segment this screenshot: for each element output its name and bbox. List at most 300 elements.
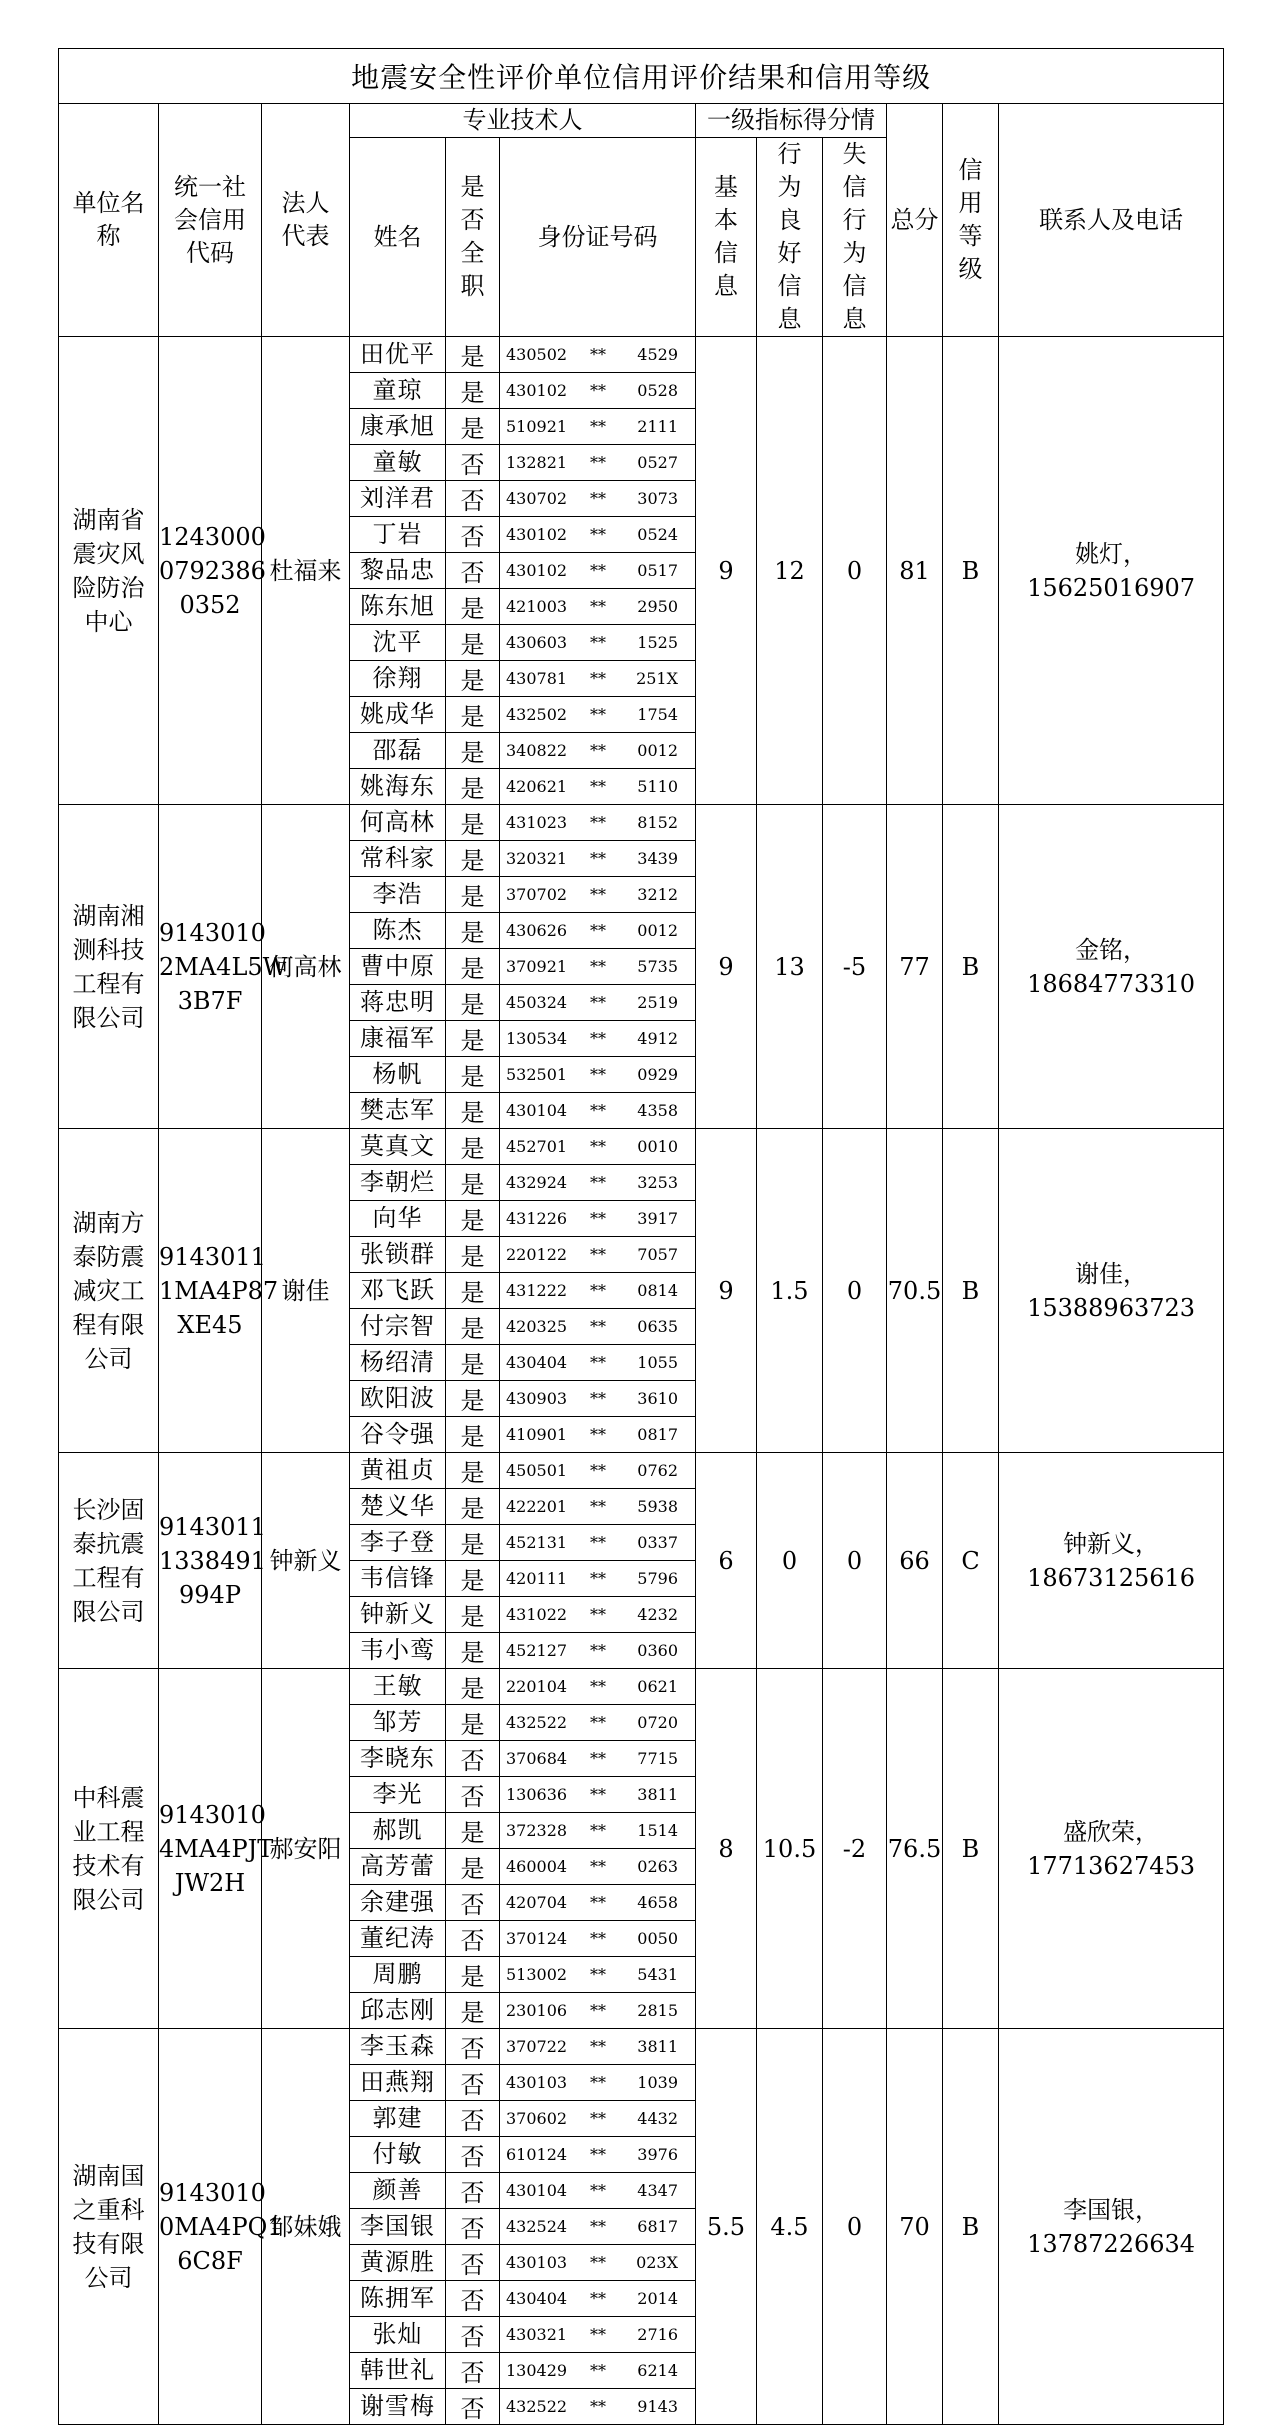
staff-full-time: 否 [446,553,500,589]
id-mask: ** [590,1029,606,1048]
id-mask: ** [590,1857,606,1876]
id-mask: ** [590,2001,606,2020]
staff-id-number [500,1489,696,1525]
contact-cell [999,1453,1224,1669]
id-prefix: 430404 [506,1353,568,1372]
id-prefix: 450324 [506,993,568,1012]
staff-id-number [500,1597,696,1633]
staff-full-time: 是 [446,1849,500,1885]
id-prefix: 130429 [506,2361,568,2380]
id-suffix: 8152 [637,813,678,832]
id-suffix: 4432 [637,2109,678,2128]
staff-name: 黄源胜 [350,2245,446,2281]
staff-name: 楚义华 [350,1489,446,1525]
contact-cell [999,1129,1224,1453]
score-bad-behavior: 0 [823,337,887,805]
credit-code-line: 6C8F [177,2246,243,2275]
staff-full-time: 否 [446,2029,500,2065]
unit-name-cell [59,805,159,1129]
staff-full-time: 否 [446,2137,500,2173]
staff-full-time: 是 [446,1633,500,1669]
staff-full-time: 是 [446,841,500,877]
staff-name: 高芳蕾 [350,1849,446,1885]
staff-name: 郝凯 [350,1813,446,1849]
staff-full-time: 是 [446,877,500,913]
staff-name: 刘洋君 [350,481,446,517]
staff-name: 邓飞跃 [350,1273,446,1309]
staff-full-time: 是 [446,805,500,841]
staff-full-time: 是 [446,1165,500,1201]
credit-code-line: 0MA4PQ1 [159,2212,283,2241]
id-mask: ** [590,633,606,652]
staff-id-number [500,877,696,913]
credit-code-line: 0352 [179,590,241,619]
staff-full-time: 否 [446,2065,500,2101]
id-prefix: 452131 [506,1533,568,1552]
staff-full-time: 是 [446,1237,500,1273]
id-mask: ** [590,669,606,688]
table-body [59,337,1224,2425]
staff-full-time: 是 [446,1561,500,1597]
staff-id-number [500,1849,696,1885]
header-id-number: 身份证号码 [500,138,696,337]
id-prefix: 130534 [506,1029,568,1048]
staff-full-time: 是 [446,373,500,409]
id-prefix: 610124 [506,2145,568,2164]
id-prefix: 320321 [506,849,568,868]
staff-name: 张锁群 [350,1237,446,1273]
id-mask: ** [590,741,606,760]
id-suffix: 0720 [637,1713,678,1732]
contact-cell [999,805,1224,1129]
id-prefix: 430502 [506,345,568,364]
contact-cell [999,337,1224,805]
staff-id-number [500,949,696,985]
id-suffix: 6214 [637,2361,678,2380]
staff-name: 徐翔 [350,661,446,697]
id-mask: ** [590,1929,606,1948]
id-suffix: 5796 [637,1569,678,1588]
id-mask: ** [590,2109,606,2128]
staff-name: 钟新义 [350,1597,446,1633]
id-suffix: 4232 [637,1605,678,1624]
contact-cell [999,2029,1224,2425]
staff-id-number [500,1057,696,1093]
id-prefix: 132821 [506,453,568,472]
staff-name: 杨帆 [350,1057,446,1093]
id-mask: ** [590,957,606,976]
id-suffix: 2111 [637,417,678,436]
contact-cell [999,1669,1224,2029]
id-suffix: 2519 [637,993,678,1012]
contact-name: 金铭， [1075,935,1148,964]
contact-phone: 18673125616 [1027,1563,1196,1592]
credit-code-line: 9143010 [159,2178,266,2207]
staff-name: 康承旭 [350,409,446,445]
staff-name: 陈杰 [350,913,446,949]
staff-name: 蒋忠明 [350,985,446,1021]
id-suffix: 0050 [637,1929,678,1948]
contact-name: 盛欣荣， [1063,1817,1160,1846]
staff-name: 丁岩 [350,517,446,553]
table-row [59,1453,1224,1489]
staff-full-time: 是 [446,1705,500,1741]
staff-name: 李浩 [350,877,446,913]
id-suffix: 0012 [637,741,678,760]
table-title: 地震安全性评价单位信用评价结果和信用等级 [59,49,1224,104]
id-prefix: 410901 [506,1425,568,1444]
contact-phone: 18684773310 [1027,969,1196,998]
id-suffix: 5735 [637,957,678,976]
unit-name-cell [59,2029,159,2425]
id-mask: ** [590,1425,606,1444]
staff-full-time: 是 [446,661,500,697]
id-mask: ** [590,1533,606,1552]
staff-name: 童琼 [350,373,446,409]
id-prefix: 430102 [506,525,568,544]
staff-full-time: 是 [446,697,500,733]
id-mask: ** [590,345,606,364]
id-suffix: 4347 [637,2181,678,2200]
staff-id-number [500,1165,696,1201]
staff-id-number [500,1237,696,1273]
id-prefix: 420621 [506,777,568,796]
credit-level: B [943,1669,999,2029]
staff-full-time: 否 [446,1741,500,1777]
staff-name: 谷令强 [350,1417,446,1453]
staff-name: 常科家 [350,841,446,877]
score-basic: 9 [696,337,757,805]
staff-id-number [500,1561,696,1597]
staff-id-number [500,517,696,553]
legal-rep: 何高林 [262,805,350,1129]
id-mask: ** [590,525,606,544]
header-level1-scores: 一级指标得分情 [696,104,887,138]
id-prefix: 220104 [506,1677,568,1696]
id-mask: ** [590,417,606,436]
staff-id-number [500,1633,696,1669]
id-suffix: 2014 [637,2289,678,2308]
id-suffix: 0517 [637,561,678,580]
staff-full-time: 否 [446,1777,500,1813]
score-basic: 8 [696,1669,757,2029]
id-suffix: 0012 [637,921,678,940]
id-prefix: 370722 [506,2037,568,2056]
id-suffix: 2815 [637,2001,678,2020]
id-prefix: 430781 [506,669,568,688]
staff-id-number [500,625,696,661]
id-mask: ** [590,885,606,904]
id-suffix: 023X [636,2253,678,2272]
contact-phone: 15388963723 [1027,1293,1196,1322]
staff-name: 李国银 [350,2209,446,2245]
score-basic: 9 [696,805,757,1129]
staff-full-time: 否 [446,2317,500,2353]
staff-name: 谢雪梅 [350,2389,446,2425]
id-prefix: 420325 [506,1317,568,1336]
id-mask: ** [590,2361,606,2380]
staff-id-number [500,1741,696,1777]
credit-code-cell [159,1129,279,1453]
id-suffix: 3811 [637,1785,678,1804]
credit-code-line: 4MA4PJT [159,1834,274,1863]
id-suffix: 3976 [637,2145,678,2164]
id-suffix: 3917 [637,1209,678,1228]
id-mask: ** [590,1209,606,1228]
staff-name: 张灿 [350,2317,446,2353]
contact-name: 姚灯， [1075,539,1148,568]
id-suffix: 2716 [637,2325,678,2344]
unit-name-cell [59,1129,159,1453]
credit-level: B [943,337,999,805]
id-suffix: 3439 [637,849,678,868]
staff-id-number [500,481,696,517]
contact-name: 谢佳， [1075,1259,1148,1288]
score-good-behavior: 0 [757,1453,823,1669]
credit-code-cell [159,2029,283,2425]
credit-level: B [943,2029,999,2425]
score-good-behavior: 12 [757,337,823,805]
staff-name: 郭建 [350,2101,446,2137]
credit-level: B [943,1129,999,1453]
staff-id-number [500,2353,696,2389]
score-total: 81 [887,337,943,805]
staff-name: 杨绍清 [350,1345,446,1381]
credit-evaluation-table [58,48,1224,2425]
id-suffix: 4358 [637,1101,678,1120]
staff-name: 陈东旭 [350,589,446,625]
legal-rep: 钟新义 [262,1453,350,1669]
staff-id-number [500,1273,696,1309]
id-prefix: 430103 [506,2073,568,2092]
staff-name: 童敏 [350,445,446,481]
staff-full-time: 是 [446,913,500,949]
id-suffix: 9143 [637,2397,678,2416]
id-mask: ** [590,1281,606,1300]
credit-code-line: 3B7F [177,986,243,1015]
id-mask: ** [590,453,606,472]
staff-id-number [500,1813,696,1849]
staff-id-number [500,1417,696,1453]
id-prefix: 421003 [506,597,568,616]
score-bad-behavior: 0 [823,2029,887,2425]
id-prefix: 432924 [506,1173,568,1192]
id-suffix: 5938 [637,1497,678,1516]
header-bad-behavior: 失信行为信息 [823,138,887,337]
id-mask: ** [590,1749,606,1768]
id-prefix: 420111 [506,1569,568,1588]
id-suffix: 1039 [637,2073,678,2092]
id-mask: ** [590,2325,606,2344]
id-suffix: 7715 [637,1749,678,1768]
id-prefix: 430103 [506,2253,568,2272]
id-prefix: 432522 [506,2397,568,2416]
id-mask: ** [590,1965,606,1984]
staff-id-number [500,1921,696,1957]
staff-id-number [500,409,696,445]
unit-name: 湖南省震灾风险防治中心 [72,505,145,636]
table-row [59,1669,1224,1705]
staff-id-number [500,2209,696,2245]
staff-name: 李朝烂 [350,1165,446,1201]
staff-id-number [500,1309,696,1345]
staff-full-time: 否 [446,445,500,481]
id-mask: ** [590,2397,606,2416]
id-mask: ** [590,921,606,940]
credit-level: C [943,1453,999,1669]
id-prefix: 340822 [506,741,568,760]
staff-name: 韩世礼 [350,2353,446,2389]
staff-id-number [500,1957,696,1993]
id-suffix: 1525 [637,633,678,652]
id-suffix: 1055 [637,1353,678,1372]
id-prefix: 230106 [506,2001,568,2020]
header-good-behavior: 行为良好信息 [757,138,823,337]
score-total: 76.5 [887,1669,943,2029]
staff-id-number [500,1345,696,1381]
staff-id-number [500,697,696,733]
staff-id-number [500,1201,696,1237]
unit-name: 湖南方泰防震减灾工程有限公司 [72,1208,145,1373]
score-bad-behavior: 0 [823,1453,887,1669]
credit-code-line: 0792386 [159,556,266,585]
staff-id-number [500,1021,696,1057]
staff-name: 邵磊 [350,733,446,769]
staff-id-number [500,1453,696,1489]
staff-name: 余建强 [350,1885,446,1921]
header-credit-code: 统一社会信用代码 [159,104,262,337]
header-staff-name: 姓名 [350,138,446,337]
staff-full-time: 是 [446,733,500,769]
staff-full-time: 是 [446,625,500,661]
staff-id-number [500,2065,696,2101]
id-prefix: 370124 [506,1929,568,1948]
credit-code-line: 994P [179,1580,241,1609]
legal-rep: 谢佳 [262,1129,350,1453]
credit-code-line: 9143010 [159,1800,266,1829]
staff-id-number [500,2317,696,2353]
id-mask: ** [590,1893,606,1912]
id-prefix: 432522 [506,1713,568,1732]
staff-name: 邹芳 [350,1705,446,1741]
unit-name: 中科震业工程技术有限公司 [72,1783,145,1914]
unit-name: 湖南国之重科技有限公司 [72,2161,145,2292]
id-prefix: 432524 [506,2217,568,2236]
id-suffix: 0524 [637,525,678,544]
id-suffix: 0010 [637,1137,678,1156]
id-mask: ** [590,1713,606,1732]
staff-id-number [500,661,696,697]
contact-name: 李国银， [1063,2195,1160,2224]
id-mask: ** [590,1317,606,1336]
score-good-behavior: 4.5 [757,2029,823,2425]
id-mask: ** [590,813,606,832]
staff-id-number [500,841,696,877]
legal-rep: 郝安阳 [262,1669,350,2029]
staff-name: 沈平 [350,625,446,661]
score-basic: 6 [696,1453,757,1669]
id-prefix: 431023 [506,813,568,832]
id-prefix: 370602 [506,2109,568,2128]
score-good-behavior: 13 [757,805,823,1129]
id-suffix: 4912 [637,1029,678,1048]
staff-name: 田优平 [350,337,446,373]
table-row [59,805,1224,841]
staff-id-number [500,2173,696,2209]
score-good-behavior: 1.5 [757,1129,823,1453]
staff-name: 姚成华 [350,697,446,733]
id-mask: ** [590,2253,606,2272]
id-mask: ** [590,2073,606,2092]
staff-full-time: 是 [446,589,500,625]
id-mask: ** [590,1173,606,1192]
id-prefix: 372328 [506,1821,568,1840]
score-good-behavior: 10.5 [757,1669,823,2029]
id-suffix: 5431 [637,1965,678,1984]
credit-evaluation-document [58,48,1223,2425]
id-mask: ** [590,1389,606,1408]
id-prefix: 430102 [506,561,568,580]
staff-name: 董纪涛 [350,1921,446,1957]
id-suffix: 0635 [637,1317,678,1336]
staff-full-time: 是 [446,1093,500,1129]
id-prefix: 430702 [506,489,568,508]
id-prefix: 370702 [506,885,568,904]
id-mask: ** [590,489,606,508]
id-mask: ** [590,381,606,400]
score-basic: 5.5 [696,2029,757,2425]
credit-code-cell [159,337,266,805]
staff-name: 李子登 [350,1525,446,1561]
staff-full-time: 是 [446,1345,500,1381]
header-total: 总分 [887,104,943,337]
staff-name: 周鹏 [350,1957,446,1993]
unit-name: 长沙固泰抗震工程有限公司 [72,1495,145,1626]
staff-id-number [500,553,696,589]
staff-id-number [500,805,696,841]
id-mask: ** [590,1569,606,1588]
staff-name: 姚海东 [350,769,446,805]
id-suffix: 7057 [637,1245,678,1264]
legal-rep: 邹妹娥 [262,2029,350,2425]
score-total: 77 [887,805,943,1129]
id-mask: ** [590,1677,606,1696]
id-prefix: 430626 [506,921,568,940]
credit-code-cell [159,805,288,1129]
table-row [59,2029,1224,2065]
staff-name: 欧阳波 [350,1381,446,1417]
staff-full-time: 是 [446,1525,500,1561]
id-suffix: 3610 [637,1389,678,1408]
id-prefix: 450501 [506,1461,568,1480]
id-suffix: 3212 [637,885,678,904]
staff-id-number [500,2281,696,2317]
id-prefix: 431222 [506,1281,568,1300]
id-prefix: 370684 [506,1749,568,1768]
id-prefix: 430603 [506,633,568,652]
staff-full-time: 是 [446,1201,500,1237]
header-unit-name: 单位名称 [59,104,159,337]
header-credit-level: 信用等级 [943,104,999,337]
id-prefix: 510921 [506,417,568,436]
staff-full-time: 是 [446,337,500,373]
id-suffix: 0929 [637,1065,678,1084]
id-mask: ** [590,1461,606,1480]
credit-code-line: JW2H [174,1868,246,1897]
staff-full-time: 是 [446,1993,500,2029]
staff-full-time: 否 [446,2245,500,2281]
score-total: 66 [887,1453,943,1669]
